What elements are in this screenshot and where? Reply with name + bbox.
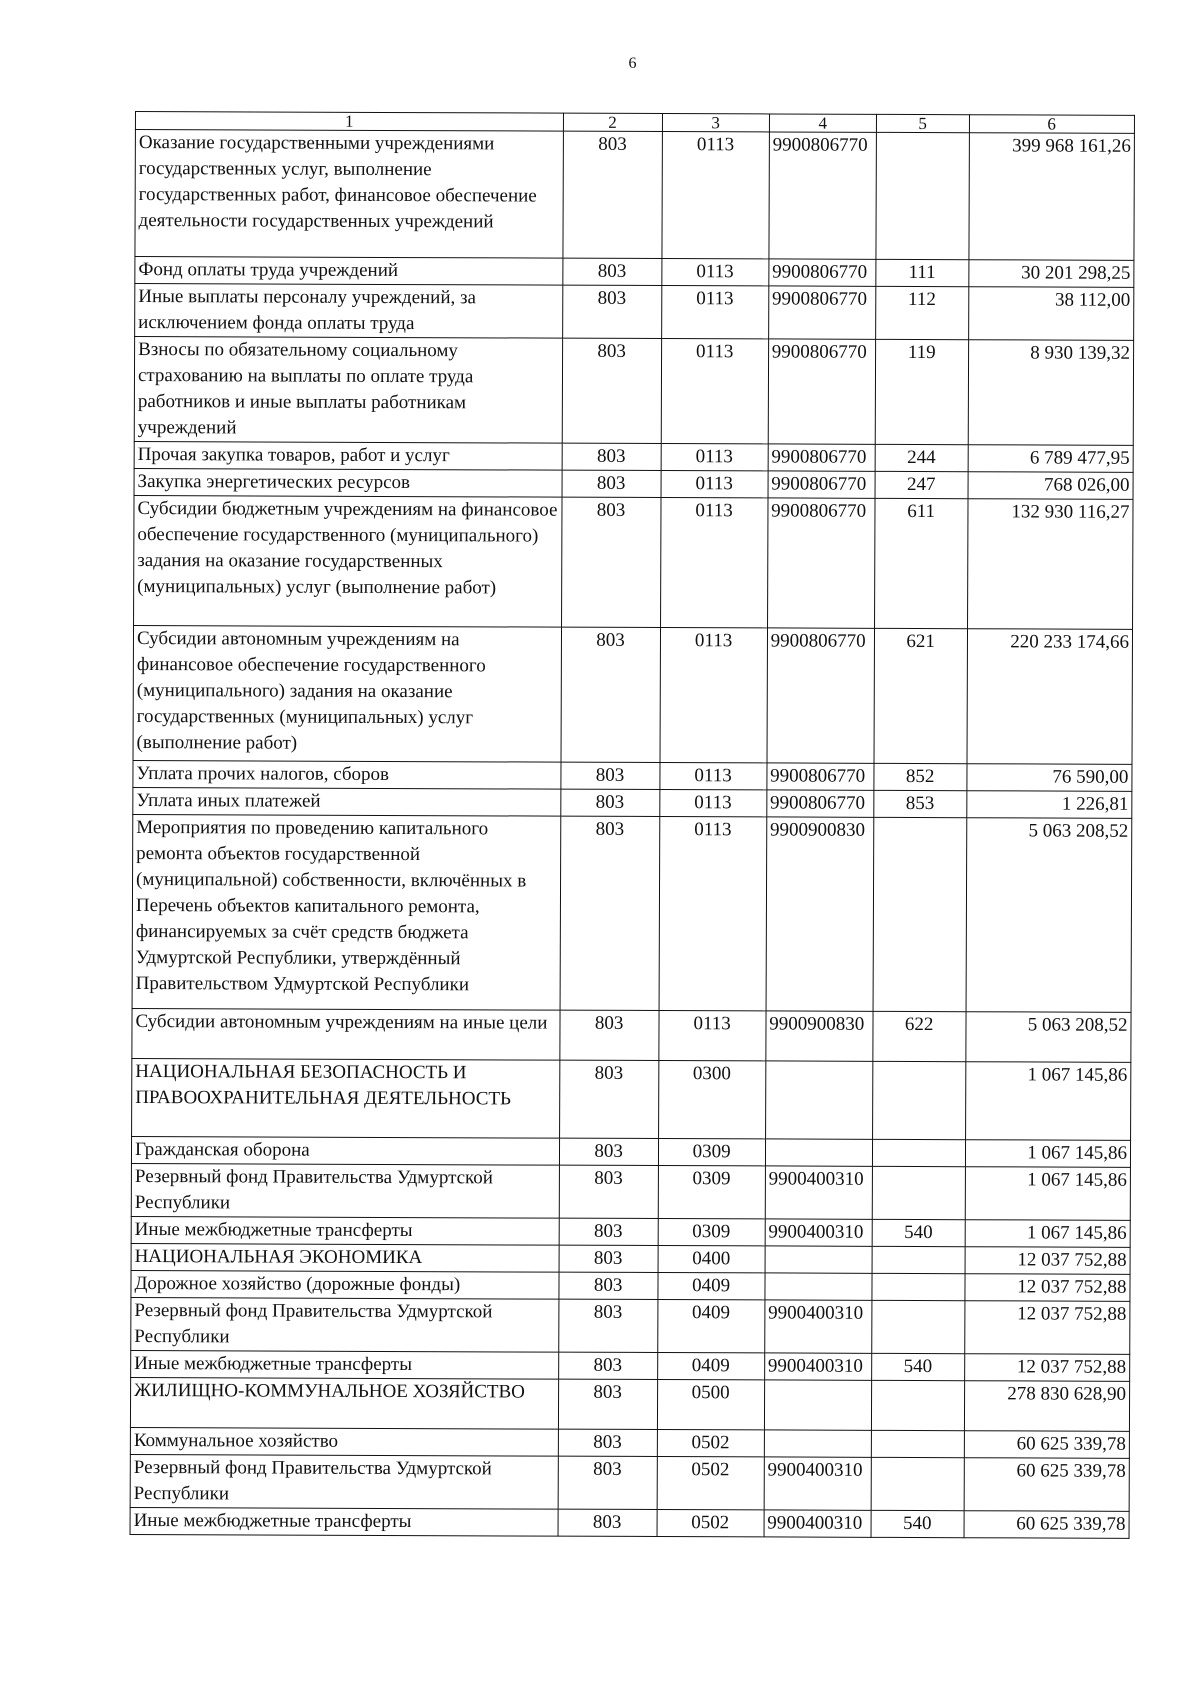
row-section-code: 0113	[659, 817, 767, 1011]
row-name: Резервный фонд Правительства Удмуртской Республики	[130, 1454, 558, 1509]
row-section-code: 0309	[658, 1219, 765, 1246]
row-grbs-code: 803	[563, 131, 662, 258]
row-expense-type	[872, 1273, 965, 1300]
row-grbs-code: 803	[558, 1456, 657, 1509]
row-name: Иные межбюджетные трансферты	[131, 1350, 559, 1379]
row-target-code: 9900806770	[767, 498, 875, 628]
row-name: Дорожное хозяйство (дорожные фонды)	[131, 1270, 559, 1299]
row-name: НАЦИОНАЛЬНАЯ БЕЗОПАСНОСТЬ И ПРАВООХРАНИТЕЛЬНАЯ ДЕЯТЕЛЬНОСТЬ	[132, 1058, 560, 1138]
row-section-code: 0113	[661, 339, 769, 444]
row-section-code: 0309	[658, 1166, 765, 1219]
row-target-code: 9900400310	[764, 1457, 871, 1510]
table-row	[131, 1270, 1130, 1301]
row-expense-type	[872, 1166, 965, 1219]
row-amount: 38 112,00	[968, 287, 1134, 341]
row-grbs-code: 803	[558, 1299, 657, 1352]
row-section-code: 0113	[661, 286, 768, 339]
row-grbs-code: 803	[561, 627, 660, 762]
row-section-code: 0500	[657, 1380, 764, 1430]
row-expense-type	[873, 817, 966, 1011]
row-section-code: 0300	[658, 1061, 765, 1139]
row-amount: 12 037 752,88	[965, 1247, 1131, 1275]
row-amount: 1 067 145,86	[965, 1140, 1131, 1168]
row-section-code: 0113	[659, 790, 766, 817]
row-grbs-code: 803	[561, 497, 660, 627]
row-expense-type: 112	[876, 286, 969, 339]
row-grbs-code: 803	[559, 1060, 658, 1138]
row-name: Уплата прочих налогов, сборов	[133, 760, 561, 789]
row-amount: 768 026,00	[968, 472, 1134, 500]
row-grbs-code: 803	[560, 789, 659, 816]
row-section-code: 0309	[658, 1139, 765, 1166]
row-grbs-code: 803	[558, 1352, 657, 1379]
row-name: Оказание государственными учреждениями государственных услуг, выполнение государственных работ, финансовое обеспечение деятельности государственных учреждений	[135, 130, 563, 259]
row-grbs-code: 803	[558, 1429, 657, 1456]
table-row	[132, 1058, 1131, 1140]
row-name: Закупка энергетических ресурсов	[134, 468, 562, 497]
table-row	[132, 1008, 1131, 1062]
row-amount: 1 067 145,86	[965, 1167, 1131, 1221]
row-name: Субсидии автономным учреждениям на финансовое обеспечение государственного (муниципального) задания на оказание государственных (муниципальных) услуг (выполнение работ)	[133, 625, 561, 762]
header-col-5: 5	[876, 114, 969, 132]
row-target-code: 9900806770	[767, 763, 874, 790]
row-target-code: 9900806770	[768, 339, 876, 444]
row-amount: 220 233 174,66	[966, 629, 1132, 765]
row-expense-type	[872, 1139, 965, 1166]
row-amount: 76 590,00	[966, 764, 1132, 792]
table-row	[134, 495, 1133, 629]
table-row	[130, 1427, 1129, 1458]
row-expense-type: 247	[875, 471, 968, 498]
table-row	[130, 1454, 1129, 1511]
row-section-code: 0113	[658, 1011, 765, 1061]
row-section-code: 0113	[661, 132, 769, 259]
row-amount: 399 968 161,26	[968, 133, 1134, 261]
page-number: 6	[628, 55, 637, 72]
table-row	[134, 337, 1133, 446]
row-expense-type: 622	[873, 1011, 966, 1061]
row-name: Резервный фонд Правительства Удмуртской Республики	[131, 1297, 559, 1352]
row-section-code: 0409	[657, 1300, 764, 1353]
row-target-code	[765, 1061, 872, 1139]
header-col-4: 4	[769, 114, 876, 132]
row-target-code	[764, 1380, 871, 1430]
row-amount: 60 625 339,78	[964, 1431, 1130, 1459]
row-expense-type: 540	[872, 1353, 965, 1380]
row-expense-type	[871, 1430, 964, 1457]
row-grbs-code: 803	[563, 258, 662, 285]
row-target-code: 9900400310	[765, 1166, 872, 1219]
table-row	[134, 441, 1133, 472]
row-target-code: 9900400310	[764, 1300, 871, 1353]
row-name: Гражданская оборона	[131, 1136, 559, 1165]
row-target-code: 9900400310	[765, 1219, 872, 1246]
table-row	[131, 1163, 1130, 1220]
row-expense-type	[872, 1300, 965, 1353]
row-amount: 12 037 752,88	[964, 1274, 1130, 1302]
row-expense-type	[871, 1380, 964, 1430]
row-name: Мероприятия по проведению капитального ремонта объектов государственной (муниципальной) собственности, включённых в Перечень объектов капитального ремонта, финансируемых за счёт средств бюджета Удмуртской Республики, утверждённый Правительством Удмуртской Республики	[132, 814, 560, 1010]
row-name: Взносы по обязательному социальному страхованию на выплаты по оплате труда работников и иные выплаты работникам учреждений	[134, 337, 562, 444]
row-name: Субсидии автономным учреждениям на иные цели	[132, 1008, 560, 1060]
row-expense-type	[871, 1457, 964, 1510]
row-target-code: 9900806770	[769, 259, 876, 286]
header-col-6: 6	[969, 115, 1135, 134]
row-target-code: 9900400310	[764, 1510, 871, 1537]
row-section-code: 0113	[660, 628, 768, 763]
row-name: Резервный фонд Правительства Удмуртской Республики	[131, 1163, 559, 1218]
row-target-code: 9900806770	[767, 628, 875, 763]
header-col-2: 2	[563, 113, 662, 131]
row-section-code: 0113	[661, 259, 768, 286]
row-target-code	[764, 1430, 871, 1457]
row-name: Субсидии бюджетным учреждениям на финансовое обеспечение государственного (муниципального) задания на оказание государственных (муниципальных) услуг (выполнение работ)	[134, 495, 562, 627]
row-grbs-code: 803	[559, 1272, 658, 1299]
table-row	[130, 1507, 1129, 1538]
table-row	[131, 1350, 1130, 1381]
row-name: Прочая закупка товаров, работ и услуг	[134, 441, 562, 470]
row-amount: 60 625 339,78	[964, 1458, 1130, 1512]
row-name: Иные выплаты персоналу учреждений, за исключением фонда оплаты труда	[135, 284, 563, 339]
row-section-code: 0113	[659, 763, 766, 790]
row-target-code	[765, 1273, 872, 1300]
row-section-code: 0502	[657, 1457, 764, 1510]
table-row	[130, 1377, 1129, 1431]
row-section-code: 0113	[661, 471, 768, 498]
row-grbs-code: 803	[558, 1509, 657, 1536]
row-target-code: 9900400310	[764, 1353, 871, 1380]
row-name: Коммунальное хозяйство	[130, 1427, 558, 1456]
table-row	[131, 1243, 1130, 1274]
row-section-code: 0502	[657, 1510, 764, 1537]
row-expense-type: 244	[875, 444, 968, 471]
row-expense-type	[876, 132, 969, 259]
row-amount: 60 625 339,78	[964, 1511, 1130, 1539]
row-grbs-code: 803	[562, 338, 661, 443]
table-row	[131, 1136, 1130, 1167]
row-amount: 278 830 628,90	[964, 1381, 1130, 1432]
row-section-code: 0113	[660, 498, 768, 628]
row-grbs-code: 803	[559, 1218, 658, 1245]
row-amount: 12 037 752,88	[964, 1354, 1130, 1382]
row-amount: 6 789 477,95	[968, 445, 1134, 473]
row-name: Иные межбюджетные трансферты	[131, 1216, 559, 1245]
row-section-code: 0409	[657, 1353, 764, 1380]
row-name: Иные межбюджетные трансферты	[130, 1507, 558, 1536]
row-grbs-code: 803	[562, 470, 661, 497]
row-expense-type: 611	[874, 498, 967, 628]
row-name: Уплата иных платежей	[133, 787, 561, 816]
row-grbs-code: 803	[560, 816, 660, 1010]
row-expense-type: 621	[874, 628, 967, 763]
row-target-code: 9900806770	[768, 444, 875, 471]
row-grbs-code: 803	[559, 1245, 658, 1272]
row-grbs-code: 803	[559, 1138, 658, 1165]
row-expense-type: 540	[871, 1510, 964, 1537]
row-amount: 1 226,81	[966, 791, 1132, 819]
table-row	[132, 814, 1132, 1012]
row-expense-type: 852	[874, 763, 967, 790]
row-section-code: 0113	[661, 444, 768, 471]
row-target-code	[765, 1139, 872, 1166]
row-grbs-code: 803	[560, 1010, 659, 1060]
budget-table	[130, 111, 1135, 1539]
row-name: ЖИЛИЩНО-КОММУНАЛЬНОЕ ХОЗЯЙСТВО	[130, 1377, 558, 1429]
row-target-code: 9900806770	[768, 471, 875, 498]
table-row	[133, 625, 1133, 764]
table-row	[135, 130, 1134, 261]
row-amount: 5 063 208,52	[965, 1012, 1131, 1063]
table-row	[134, 468, 1133, 499]
row-amount: 1 067 145,86	[965, 1220, 1131, 1248]
row-expense-type	[872, 1061, 965, 1139]
row-name: НАЦИОНАЛЬНАЯ ЭКОНОМИКА	[131, 1243, 559, 1272]
table-row	[131, 1297, 1130, 1354]
row-expense-type: 119	[875, 339, 968, 444]
row-amount: 12 037 752,88	[964, 1301, 1130, 1355]
row-section-code: 0409	[657, 1273, 764, 1300]
row-grbs-code: 803	[558, 1379, 657, 1429]
row-amount: 5 063 208,52	[966, 818, 1132, 1013]
row-grbs-code: 803	[562, 443, 661, 470]
header-col-3: 3	[662, 114, 769, 132]
row-amount: 30 201 298,25	[968, 260, 1134, 288]
row-target-code: 9900900830	[766, 1011, 873, 1061]
row-amount: 8 930 139,32	[968, 340, 1134, 446]
row-expense-type: 540	[872, 1219, 965, 1246]
row-grbs-code: 803	[559, 1165, 658, 1218]
row-target-code: 9900806770	[769, 132, 877, 259]
row-section-code: 0400	[658, 1246, 765, 1273]
row-amount: 1 067 145,86	[965, 1062, 1131, 1141]
row-grbs-code: 803	[561, 762, 660, 789]
row-expense-type	[872, 1246, 965, 1273]
table-row	[135, 284, 1134, 341]
table-row	[133, 760, 1132, 791]
table-row	[131, 1216, 1130, 1247]
row-section-code: 0502	[657, 1430, 764, 1457]
row-expense-type: 111	[876, 259, 969, 286]
row-amount: 132 930 116,27	[967, 499, 1133, 630]
header-col-1: 1	[135, 112, 563, 132]
table-row	[133, 787, 1132, 818]
row-target-code: 9900806770	[768, 286, 875, 339]
row-expense-type: 853	[874, 790, 967, 817]
row-target-code: 9900900830	[766, 817, 874, 1011]
row-name: Фонд оплаты труда учреждений	[135, 257, 563, 286]
row-grbs-code: 803	[562, 285, 661, 338]
row-target-code	[765, 1246, 872, 1273]
table-row	[135, 257, 1134, 288]
row-target-code: 9900806770	[767, 790, 874, 817]
